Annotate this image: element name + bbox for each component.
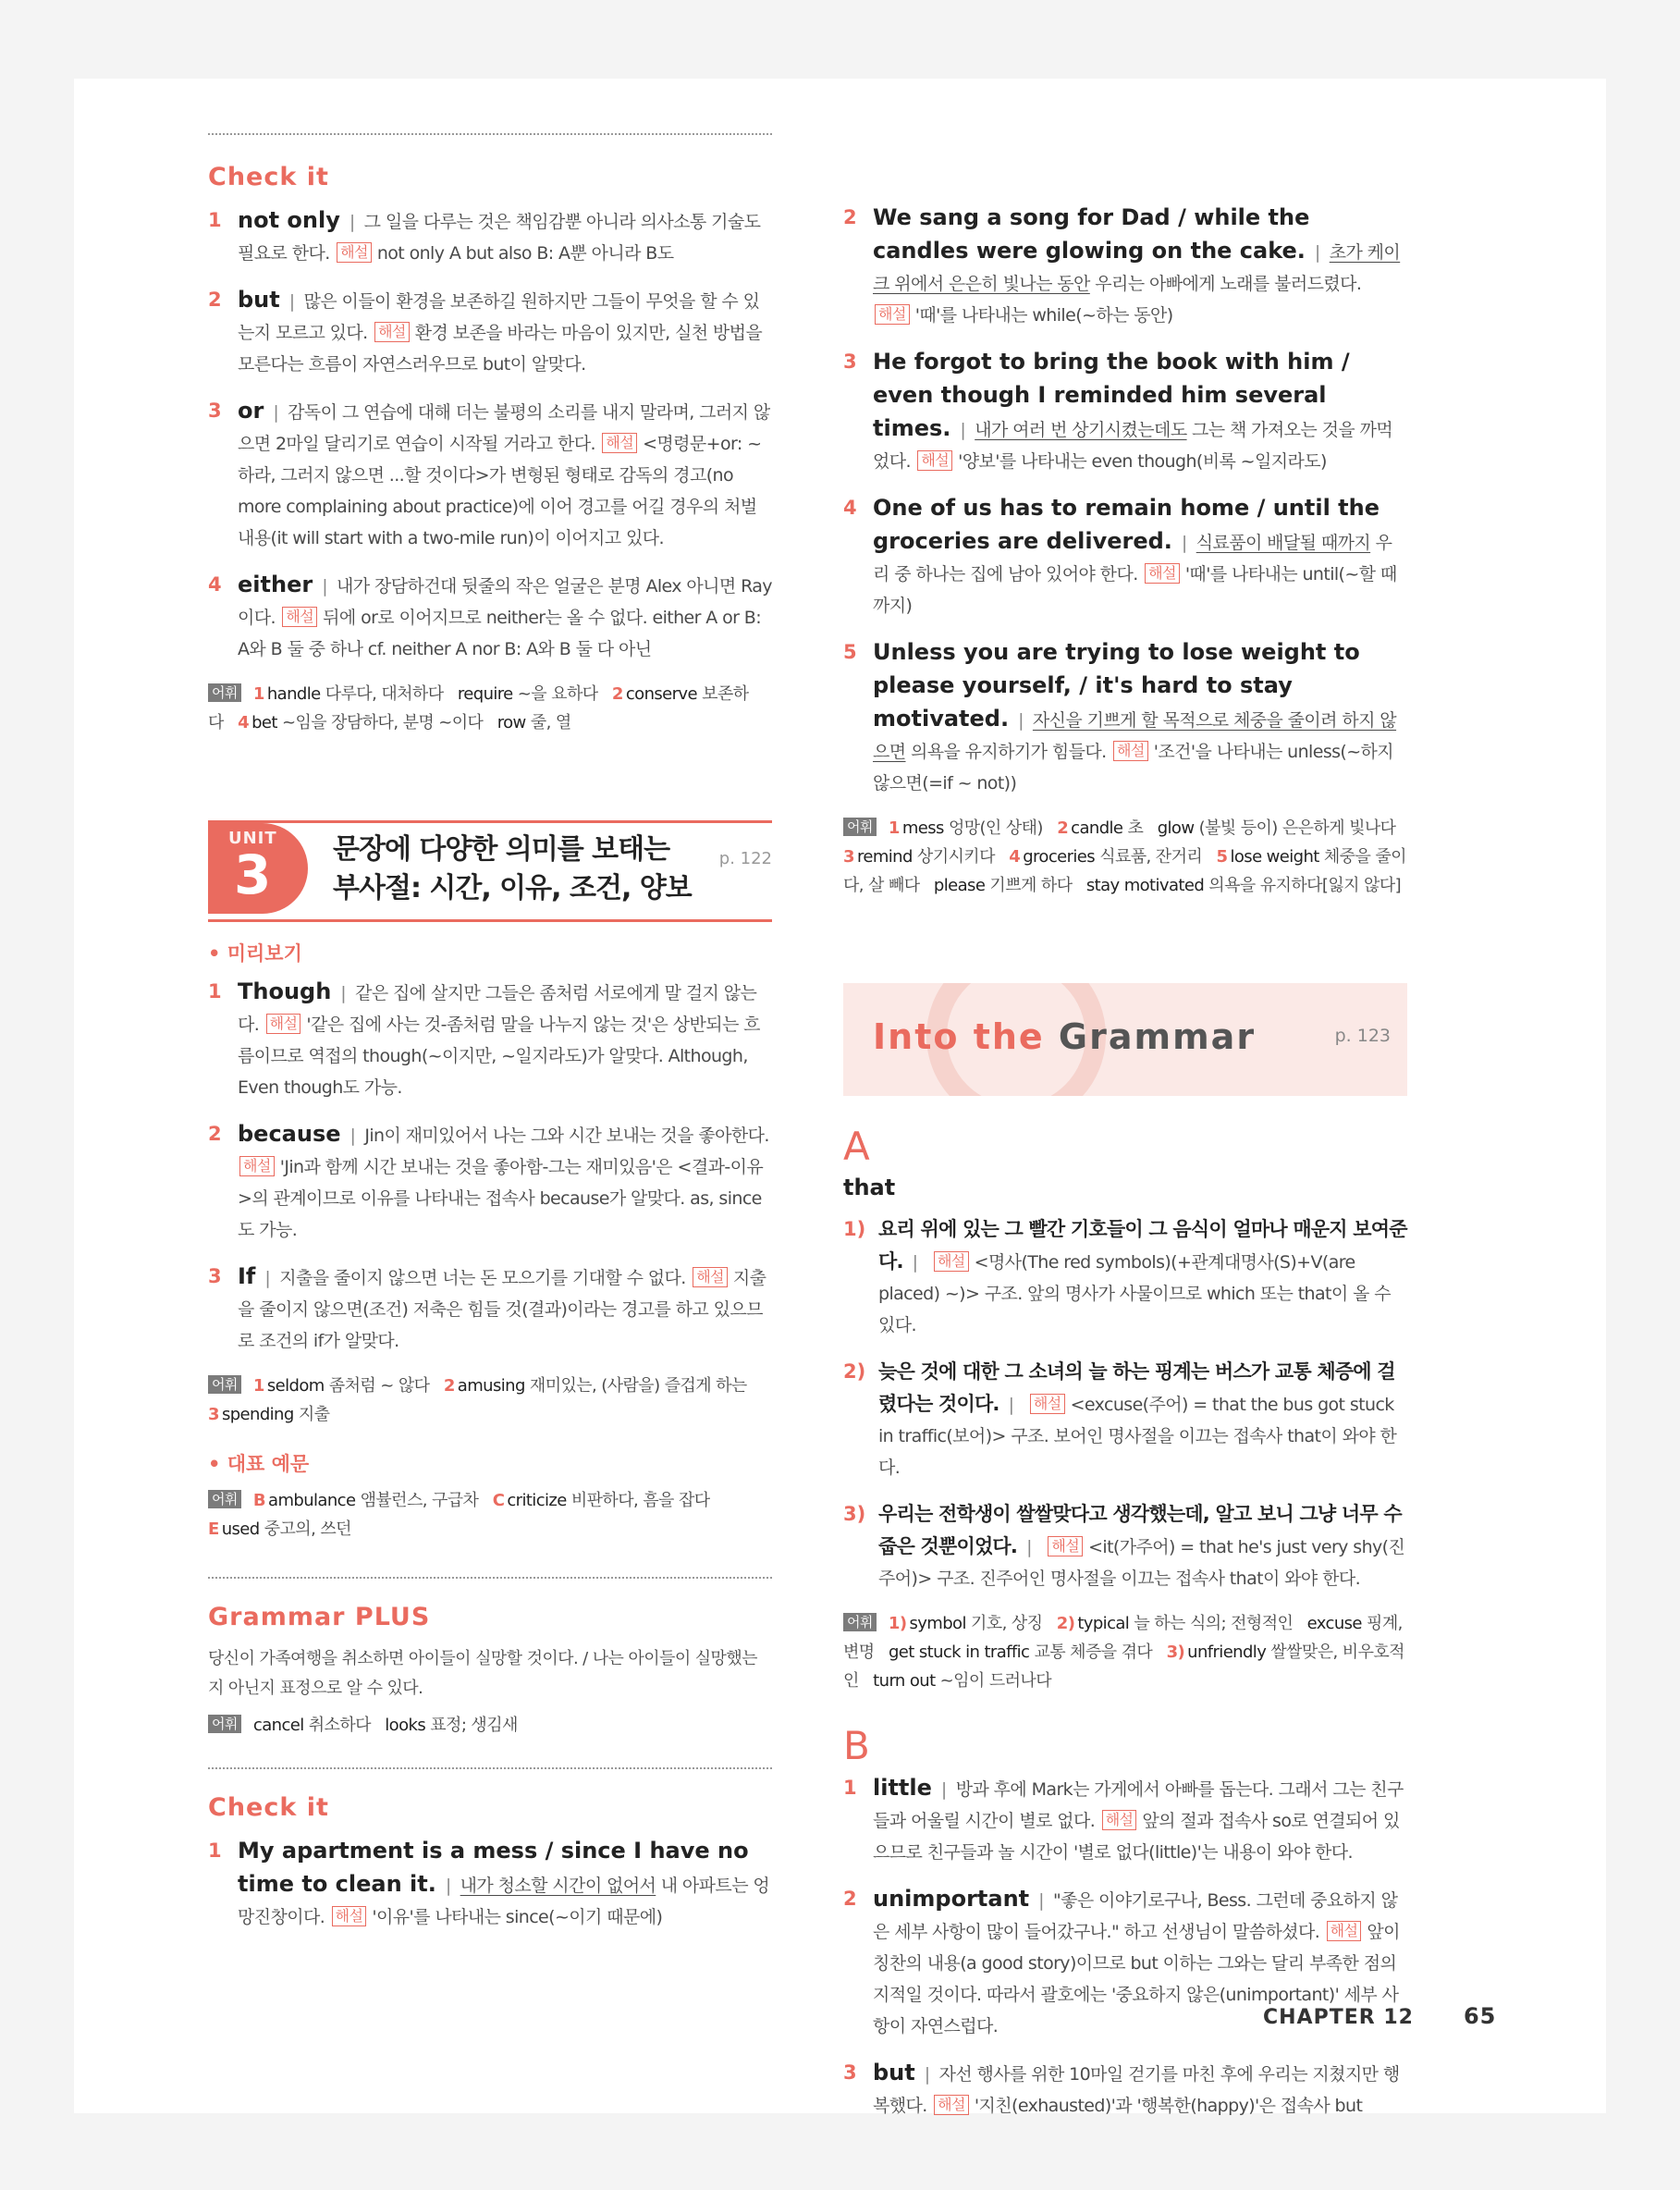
item-number: 2: [843, 206, 857, 228]
vocab-tag: 어휘: [208, 683, 241, 702]
item-number: 1: [843, 1777, 857, 1799]
vocab-word: typical: [1077, 1614, 1130, 1633]
answer: but: [238, 287, 280, 313]
vocab-tag: 어휘: [208, 1490, 241, 1508]
translation: 자선 행사를 위한 10마일 걷기를 마친 후에 우리는 지쳤지만 행복했다.: [873, 2064, 1400, 2116]
explanation: <excuse(주어) = that the bus got stuck in traffic(보어)> 구조. 보어인 명사절을 이끄는 접속사 that이 와야 한다.: [878, 1395, 1397, 1478]
translation: 내 아파트는 엉망진창이다.: [238, 1876, 770, 1927]
item-number: 1: [208, 980, 222, 1003]
item-number: 5: [843, 641, 857, 663]
item-number: 3: [208, 1265, 222, 1287]
item-number: 3): [843, 1503, 866, 1525]
vocab-word: criticize: [507, 1491, 567, 1510]
answer: but: [873, 2060, 915, 2085]
explanation: <명사(The red symbols)(+관계대명사(S)+V(are placed) ~)> 구조. 앞의 명사가 사물이므로 which 또는 that이 올 수 있다.: [878, 1252, 1392, 1335]
translation: 우리 중 하나는 집에 남아 있어야 한다.: [873, 533, 1392, 584]
item-number: 4: [208, 573, 222, 596]
explanation-tag: 해설: [1048, 1536, 1083, 1556]
vocab-list: 어휘 1 seldom 좀처럼 ~ 않다 2 amusing 재미있는, (사람을) 즐겁게 하는 3 spending 지출: [208, 1376, 747, 1424]
answer: either: [238, 572, 313, 597]
preview-heading: • 미리보기: [208, 942, 302, 965]
answer: because: [238, 1121, 341, 1147]
translation: 많은 이들이 환경을 보존하길 원하지만 그들이 무엇을 할 수 있는지 모르고 있다.: [238, 291, 760, 343]
vocab-word: looks: [385, 1716, 426, 1735]
part-a-letter: A: [843, 1124, 870, 1169]
explanation-tag: 해설: [332, 1906, 367, 1926]
unit-banner: [208, 820, 772, 922]
explanation: '이유'를 나타내는 since(~이기 때문에): [372, 1907, 663, 1927]
vocab-word: stay motivated: [1085, 876, 1205, 895]
translation-underlined: 내가 청소할 시간이 없어서: [460, 1876, 656, 1896]
vocab-tag: 어휘: [843, 818, 877, 836]
explanation-tag: 해설: [282, 607, 317, 627]
answer-item: 1) 요리 위에 있는 그 빨간 기호들이 그 음식이 얼마나 매운지 보여준다. | 해설 <명사(The red symbols)(+관계대명사(S)+V(are placed) ~)> 구조. 앞의 명사가 사물이므로 which 또는 that이 올 수 있다.: [843, 1213, 1407, 1341]
answer: little: [873, 1775, 932, 1801]
vocab-word: ambulance: [268, 1491, 356, 1510]
answer-item: 4 either | 내가 장담하건대 뒷줄의 작은 얼굴은 분명 Alex 아니면 Ray이다. 해설 뒤에 or로 이어지므로 neither는 올 수 없다. either A or B: A와 B 둘 중 하나 cf. neither A nor B: A와 B 둘 다 아닌: [208, 569, 772, 665]
translation: 지출을 줄이지 않으면 너는 돈 모으기를 기대할 수 없다.: [279, 1268, 686, 1288]
explanation-tag: 해설: [1030, 1394, 1065, 1414]
unit-title: 문장에 다양한 의미를 보태는 부사절: 시간, 이유, 조건, 양보: [333, 833, 692, 904]
vocab-word: row: [497, 713, 526, 732]
check-it-heading: Check it: [208, 163, 329, 191]
answer: not only: [238, 207, 340, 233]
explanation-tag: 해설: [1102, 1810, 1137, 1830]
answer: unimportant: [873, 1886, 1030, 1912]
answer: He forgot to bring the book with him / even though I reminded him several times.: [873, 349, 1350, 441]
item-number: 1: [208, 1839, 222, 1862]
answer: Though: [238, 978, 332, 1004]
answer: We sang a song for Dad / while the candles were glowing on the cake.: [873, 204, 1310, 264]
divider: [208, 1577, 772, 1579]
answer-item: 2 because | Jin이 재미있어서 나는 그와 시간 보내는 것을 좋아한다. 해설 'Jin과 함께 시간 보내는 것을 좋아함-그는 재미있음'은 <결과-이유>의 관계이므로 이유를 나타내는 접속사 because가 알맞다. as, since도 가능.: [208, 1118, 772, 1246]
vocab-word: seldom: [266, 1376, 325, 1396]
explanation: not only A but also B: A뿐 아니라 B도: [376, 243, 674, 264]
unit-badge: UNIT 3: [208, 823, 308, 914]
vocab-word: symbol: [909, 1614, 966, 1633]
explanation: 앞의 절과 접속사 so로 연결되어 있으므로 친구들과 놀 시간이 '별로 없다(little)'는 내용이 와야 한다.: [873, 1811, 1400, 1863]
translation-underlined: 내가 여러 번 상기시켰는데도: [975, 420, 1187, 440]
answer-item: 3 but | 자선 행사를 위한 10마일 걷기를 마친 후에 우리는 지쳤지만 행복했다. 해설 '지친(exhausted)'과 '행복한(happy)'은 접속사 but: [843, 2057, 1407, 2122]
explanation-tag: 해설: [875, 304, 910, 325]
item-number: 3: [843, 2061, 857, 2084]
answer-item: 1 Though | 같은 집에 살지만 그들은 좀처럼 서로에게 말 걸지 않는다. 해설 '같은 집에 사는 것-좀처럼 말을 나누지 않는 것'은 상반되는 흐름이므로 역접의 though(~이지만, ~일지라도)가 알맞다. Although, Even though도 가능.: [208, 976, 772, 1103]
translation: Jin이 재미있어서 나는 그와 시간 보내는 것을 좋아한다.: [364, 1126, 769, 1146]
left-column: [208, 128, 772, 1948]
translation: 같은 집에 살지만 그들은 좀처럼 서로에게 말 걸지 않는다.: [238, 983, 757, 1035]
check-it-heading: Check it: [208, 1793, 329, 1822]
item-number: 2: [208, 1123, 222, 1145]
explanation: '같은 집에 사는 것-좀처럼 말을 나누지 않는 것'은 상반되는 흐름이므로 역접의 though(~이지만, ~일지라도)가 알맞다. Although, Even though도 가능.: [238, 1015, 760, 1098]
vocab-tag: 어휘: [208, 1715, 241, 1733]
grammar-plus-text: 당신이 가족여행을 취소하면 아이들이 실망할 것이다. / 나는 아이들이 실망했는지 아닌지 표정으로 알 수 있다.: [208, 1649, 757, 1698]
translation: 그 일을 다루는 것은 책임감뿐 아니라 의사소통 기술도 필요로 한다.: [238, 212, 761, 264]
part-a-answer: that: [843, 1175, 896, 1200]
explanation: '때'를 나타내는 while(~하는 동안): [914, 305, 1173, 326]
answer-item: 1 My apartment is a mess / since I have no time to clean it. | 내가 청소할 시간이 없어서 내 아파트는 엉망진창이다. 해설 '이유'를 나타내는 since(~이기 때문에): [208, 1835, 772, 1933]
explanation: 'Jin과 함께 시간 보내는 것을 좋아함-그는 재미있음'은 <결과-이유>의 관계이므로 이유를 나타내는 접속사 because가 알맞다. as, since도 가능.: [238, 1157, 764, 1240]
item-number: 2): [843, 1360, 866, 1383]
answer: My apartment is a mess / since I have no time to clean it.: [238, 1838, 749, 1897]
vocab-tag: 어휘: [843, 1613, 877, 1631]
translation: 그는 책 가져오는 것을 까먹었다.: [873, 420, 1393, 472]
answer-item: 2 but | 많은 이들이 환경을 보존하길 원하지만 그들이 무엇을 할 수 있는지 모르고 있다. 해설 환경 보존을 바라는 마음이 있지만, 실천 방법을 모른다는 흐름이 자연스러우므로 but이 알맞다.: [208, 284, 772, 380]
explanation-tag: 해설: [374, 322, 410, 342]
examples-heading: • 대표 예문: [208, 1453, 310, 1475]
answer-item: 4 One of us has to remain home / until the groceries are delivered. | 식료품이 배달될 때까지 우리 중 하나는 집에 남아 있어야 한다. 해설 '때'를 나타내는 until(~할 때까지): [843, 492, 1407, 621]
vocab-word: unfriendly: [1187, 1642, 1267, 1662]
answer-item: 2) 늦은 것에 대한 그 소녀의 늘 하는 핑계는 버스가 교통 체증에 걸렸다는 것이다. | 해설 <excuse(주어) = that the bus got stuck in traffic(보어)> 구조. 보어인 명사절을 이끄는 접속사 that이 와야 한다.: [843, 1356, 1407, 1483]
answer-item: 3 or | 감독이 그 연습에 대해 더는 불평의 소리를 내지 말라며, 그러지 않으면 2마일 달리기로 연습이 시작될 거라고 한다. 해설 <명령문+or: ~하라, 그러지 않으면 ...할 것이다>가 변형된 형태로 감독의 경고(no more complaining about practice)에 이어 경고를 어길 경우의 처벌 내용(it will start with a two-mile run)이 이어지고 있다.: [208, 395, 772, 554]
answer-item: 3) 우리는 전학생이 쌀쌀맞다고 생각했는데, 알고 보니 그냥 너무 수줍은 것뿐이었다. | 해설 <it(가주어) = that he's just very shy(진주어)> 구조. 진주어인 명사절을 이끄는 접속사 that이 와야 한다.: [843, 1498, 1407, 1594]
unit-number: 3: [234, 843, 272, 906]
answer-item: 5 Unless you are trying to lose weight to please yourself, / it's hard to stay motivated. | 자신을 기쁘게 할 목적으로 체중을 줄이려 하지 않으면 의욕을 유지하기가 힘들다. 해설 '조건'을 나타내는 unless(~하지 않으면(=if ~ not)): [843, 636, 1407, 799]
translation-underlined: 초가 케이크 위에서 은은히 빛나는 동안: [873, 242, 1401, 294]
vocab-word: require: [457, 684, 513, 704]
vocab-list: 어휘 1) symbol 기호, 상징 2) typical 늘 하는 식의; 전형적인 excuse 핑계, 변명 get stuck in traffic 교통 체증을 겪다 3) unfriendly 쌀쌀맞은, 비우호적인 turn out ~임이 드러나다: [843, 1614, 1404, 1691]
explanation-tag: 해설: [1327, 1921, 1362, 1941]
item-number: 1): [843, 1218, 866, 1240]
explanation-tag: 해설: [917, 450, 952, 471]
answer: If: [238, 1263, 256, 1289]
explanation: 앞이 칭찬의 내용(a good story)이므로 but 이하는 그와는 달리 부족한 점의 지적일 것이다. 따라서 괄호에는 '중요하지 않은(unimportant)' 세부 사항이 자연스럽다.: [873, 1922, 1400, 2036]
vocab-list: 어휘 B ambulance 앰뷸런스, 구급차 C criticize 비판하다, 흠을 잡다 E used 중고의, 쓰던: [208, 1491, 710, 1539]
answer-item: 2 We sang a song for Dad / while the candles were glowing on the cake. | 초가 케이크 위에서 은은히 빛나는 동안 우리는 아빠에게 노래를 불러드렸다. 해설 '때'를 나타내는 while(~하는 동안): [843, 202, 1407, 331]
item-number: 4: [843, 497, 857, 519]
part-b-letter: B: [843, 1723, 870, 1768]
answer-item: 1 not only | 그 일을 다루는 것은 책임감뿐 아니라 의사소통 기술도 필요로 한다. 해설 not only A but also B: A뿐 아니라 B도: [208, 204, 772, 269]
answer: Unless you are trying to lose weight to please yourself, / it's hard to stay motivated.: [873, 639, 1360, 732]
chapter-label: CHAPTER 12: [1263, 2006, 1414, 2029]
explanation-tag: 해설: [239, 1156, 275, 1176]
vocab-tag: 어휘: [208, 1375, 241, 1394]
item-number: 1: [208, 209, 222, 231]
divider: [208, 1767, 772, 1769]
page-reference: p. 123: [1334, 1026, 1391, 1046]
question-translation: 늦은 것에 대한 그 소녀의 늘 하는 핑계는 버스가 교통 체증에 걸렸다는 것이다.: [878, 1360, 1395, 1415]
grammar-plus-heading: Grammar PLUS: [208, 1603, 431, 1631]
translation: "좋은 이야기로구나, Bess. 그런데 중요하지 않은 세부 사항이 많이 들어갔구나." 하고 선생님이 말씀하셨다.: [873, 1890, 1398, 1942]
explanation: '양보'를 나타내는 even though(비록 ~일지라도): [958, 451, 1327, 472]
explanation: 환경 보존을 바라는 마음이 있지만, 실천 방법을 모른다는 흐름이 자연스러우므로 but이 알맞다.: [238, 323, 763, 375]
translation: 내가 장담하건대 뒷줄의 작은 얼굴은 분명 Alex 아니면 Ray이다.: [238, 576, 772, 628]
vocab-word: remind: [856, 847, 913, 867]
vocab-word: cancel: [252, 1716, 304, 1735]
explanation-tag: 해설: [693, 1267, 728, 1287]
vocab-word: get stuck in traffic: [888, 1642, 1030, 1662]
explanation-tag: 해설: [934, 1251, 969, 1272]
translation: 감독이 그 연습에 대해 더는 불평의 소리를 내지 말라며, 그러지 않으면 2마일 달리기로 연습이 시작될 거라고 한다.: [238, 402, 770, 454]
item-number: 2: [208, 289, 222, 311]
item-number: 3: [843, 351, 857, 373]
item-number: 2: [843, 1888, 857, 1910]
answer: One of us has to remain home / until the groceries are delivered.: [873, 495, 1380, 554]
explanation-tag: 해설: [266, 1014, 301, 1034]
explanation: '지친(exhausted)'과 '행복한(happy)'은 접속사 but: [974, 2096, 1363, 2116]
explanation-tag: 해설: [602, 433, 637, 453]
vocab-word: please: [933, 876, 986, 895]
translation: 의욕을 유지하기가 힘들다.: [910, 742, 1107, 762]
section-title: Into the Grammar: [873, 1016, 1257, 1057]
vocab-word: handle: [266, 684, 321, 704]
vocab-word: groceries: [1023, 847, 1096, 867]
question-translation: 요리 위에 있는 그 빨간 기호들이 그 음식이 얼마나 매운지 보여준다.: [878, 1218, 1407, 1273]
answer-item: 3 If | 지출을 줄이지 않으면 너는 돈 모으기를 기대할 수 없다. 해설 지출을 줄이지 않으면(조건) 저축은 힘들 것(결과)이라는 경고를 하고 있으므로 조건의 if가 알맞다.: [208, 1261, 772, 1357]
question-translation: 우리는 전학생이 쌀쌀맞다고 생각했는데, 알고 보니 그냥 너무 수줍은 것뿐이었다.: [878, 1503, 1402, 1557]
explanation: <명령문+or: ~하라, 그러지 않으면 ...할 것이다>가 변형된 형태로 감독의 경고(no more complaining about practice)에 이어 경고를 어길 경우의 처벌 내용(it will start with a two-mile run)이 이어지고 있다.: [238, 434, 762, 548]
page-reference: p. 122: [718, 849, 772, 868]
vocab-list: 어휘 cancel 취소하다 looks 표정; 생김새: [208, 1711, 772, 1740]
vocab-word: candle: [1071, 818, 1123, 838]
translation: 방과 후에 Mark는 가게에서 아빠를 돕는다. 그래서 그는 친구들과 어울릴 시간이 별로 없다.: [873, 1779, 1404, 1831]
explanation: '조건'을 나타내는 unless(~하지 않으면(=if ~ not)): [873, 742, 1394, 794]
explanation-tag: 해설: [337, 242, 372, 263]
answer-item: 3 He forgot to bring the book with him / even though I reminded him several times. | 내가 여러 번 상기시켰는데도 그는 책 가져오는 것을 까먹었다. 해설 '양보'를 나타내는 even though(비록 ~일지라도): [843, 346, 1407, 477]
vocab-word: amusing: [457, 1376, 525, 1396]
vocab-list: 어휘 1 handle 다루다, 대처하다 require ~을 요하다 2 conserve 보존하다 4 bet ~임을 장담하다, 분명 ~이다 row 줄, 열: [208, 684, 749, 732]
right-column: [843, 202, 1407, 2136]
explanation: 지출을 줄이지 않으면(조건) 저축은 힘들 것(결과)이라는 경고를 하고 있으므로 조건의 if가 알맞다.: [238, 1268, 766, 1351]
vocab-word: bet: [251, 713, 277, 732]
explanation-tag: 해설: [1145, 563, 1180, 584]
answer-item: 1 little | 방과 후에 Mark는 가게에서 아빠를 돕는다. 그래서 그는 친구들과 어울릴 시간이 별로 없다. 해설 앞의 절과 접속사 so로 연결되어 있으므로 친구들과 놀 시간이 '별로 없다(little)'는 내용이 와야 한다.: [843, 1772, 1407, 1868]
explanation: '때'를 나타내는 until(~할 때까지): [873, 564, 1397, 616]
explanation: <it(가주어) = that he's just very shy(진주어)> 구조. 진주어인 명사절을 이끄는 접속사 that이 와야 한다.: [878, 1537, 1405, 1589]
divider: [208, 133, 772, 135]
vocab-word: turn out: [873, 1671, 936, 1691]
vocab-word: used: [221, 1519, 260, 1539]
into-the-grammar-banner: [843, 983, 1407, 1096]
item-number: 3: [208, 400, 222, 422]
explanation: 뒤에 or로 이어지므로 neither는 올 수 없다. either A or B: A와 B 둘 중 하나 cf. neither A nor B: A와 B 둘 다 아닌: [238, 608, 762, 659]
page-footer: [1263, 2003, 1496, 2029]
vocab-word: lose weight: [1230, 847, 1319, 867]
answer: or: [238, 398, 264, 424]
vocab-word: spending: [221, 1405, 294, 1424]
vocab-word: excuse: [1306, 1614, 1362, 1633]
translation: 우리는 아빠에게 노래를 불러드렸다.: [1095, 274, 1362, 294]
translation-underlined: 식료품이 배달될 때까지: [1196, 533, 1371, 553]
page-number: 65: [1463, 2003, 1497, 2029]
answer-item: 2 unimportant | "좋은 이야기로구나, Bess. 그런데 중요하지 않은 세부 사항이 많이 들어갔구나." 하고 선생님이 말씀하셨다. 해설 앞이 칭찬의 내용(a good story)이므로 but 이하는 그와는 달리 부족한 점의 지적일 것이다. 따라서 괄호에는 '중요하지 않은(unimportant)' 세부 사항이 자연스럽다.: [843, 1883, 1407, 2042]
explanation-tag: 해설: [1113, 741, 1148, 761]
translation-underlined: 자신을 기쁘게 할 목적으로 체중을 줄이려 하지 않으면: [873, 710, 1397, 762]
vocab-list: 어휘 1 mess 엉망(인 상태) 2 candle 초 glow (불빛 등이) 은은하게 빛나다 3 remind 상기시키다 4 groceries 식료품, 잔거리 5 lose weight 체중을 줄이다, 살 빼다 please 기쁘게 하다 stay motivated 의욕을 유지하다[잃지 않다]: [843, 818, 1406, 895]
vocab-word: mess: [901, 818, 944, 838]
vocab-word: glow: [1157, 818, 1195, 838]
explanation-tag: 해설: [934, 2095, 969, 2115]
vocab-word: conserve: [625, 684, 697, 704]
